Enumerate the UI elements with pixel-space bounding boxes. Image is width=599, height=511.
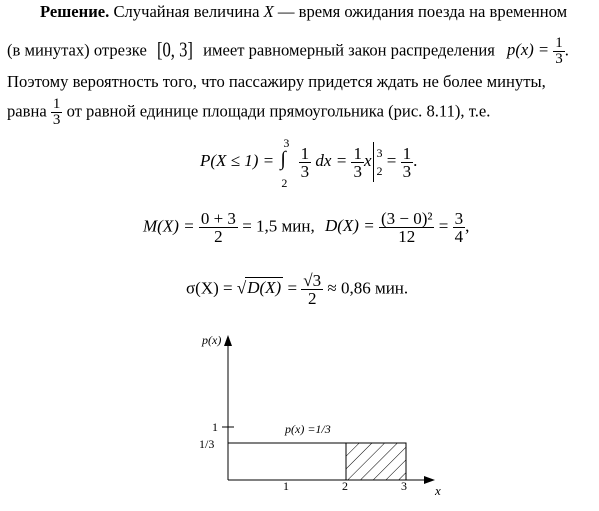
- fraction-numerator: 1: [52, 96, 61, 112]
- tick-label-y-1: 1: [212, 420, 218, 434]
- var-num: (3 − 0)²: [380, 209, 433, 228]
- integrand-den: 3: [300, 161, 310, 181]
- var-res-den: 4: [454, 227, 464, 246]
- var-eq: =: [438, 216, 449, 236]
- var-x: X: [263, 2, 274, 21]
- var-end: ,: [465, 216, 470, 236]
- prob-lhs: P(X ≤ 1) =: [200, 150, 275, 170]
- y-axis-arrow: [224, 335, 232, 346]
- sigma-num: √3: [303, 271, 322, 290]
- mean-lhs: M(X) =: [143, 216, 195, 236]
- line2-end: .: [564, 40, 569, 60]
- var-den: 12: [398, 227, 416, 246]
- line2-a: (в минутах) отрезке: [7, 40, 147, 60]
- int-dx: dx =: [315, 150, 348, 170]
- var-res-num: 3: [454, 209, 464, 228]
- sigma-lhs: σ(X) =: [186, 278, 233, 298]
- eval-eq: =: [386, 150, 397, 170]
- sigma-value: ≈ 0,86 мин.: [327, 278, 409, 298]
- line1-rest: — время ожидания поезда на временном: [277, 2, 568, 21]
- integral-sign: ∫: [280, 148, 286, 170]
- line4-b: от равной единице площади прямоугольника (рис. 8.11), т.е.: [66, 101, 491, 121]
- line2-b: имеет равномерный закон распределения: [203, 40, 495, 60]
- sqrt-sign: √: [236, 278, 247, 298]
- interval: [0, 3]: [156, 37, 193, 62]
- eval-num: 1: [353, 143, 362, 163]
- sigma-eq: =: [287, 278, 298, 298]
- result-end: .: [413, 150, 418, 170]
- sigma-den: 2: [307, 289, 317, 308]
- mean-value: = 1,5 мин,: [242, 216, 315, 236]
- tick-label-x-3: 3: [401, 479, 407, 493]
- integrand-num: 1: [300, 143, 310, 163]
- tick-label-x-1: 1: [283, 479, 289, 493]
- int-lower: 2: [281, 176, 288, 190]
- eval-lower: 2: [376, 164, 383, 178]
- fraction-numerator: 1: [555, 35, 563, 51]
- fraction-denominator: 3: [52, 112, 61, 128]
- var-lhs: D(X) =: [324, 216, 375, 236]
- mean-num: 0 + 3: [200, 209, 236, 228]
- mean-den: 2: [214, 227, 223, 246]
- fraction-denominator: 3: [555, 51, 563, 67]
- sigma-sqrt: D(X): [247, 278, 282, 298]
- x-axis-arrow: [424, 476, 435, 484]
- text-line-3: Поэтому вероятность того, что пассажиру придется ждать не более минуты,: [7, 72, 546, 91]
- eval-x: x: [363, 150, 372, 170]
- result-num: 1: [402, 143, 412, 163]
- tick-label-x-2: 2: [342, 479, 348, 493]
- line4-a: равна: [7, 101, 47, 121]
- int-upper: 3: [283, 136, 290, 150]
- solution-label: Решение.: [40, 2, 110, 21]
- line1-text: Случайная величина: [113, 2, 260, 21]
- result-den: 3: [402, 161, 412, 181]
- hatched-area: [346, 443, 406, 480]
- density-label: p(x) =1/3: [285, 422, 331, 436]
- eval-den: 3: [353, 161, 362, 181]
- y-axis-label: p(x): [202, 333, 222, 347]
- density-px: p(x) =: [507, 40, 550, 60]
- eval-upper: 3: [376, 146, 383, 160]
- x-axis-label: x: [435, 483, 441, 498]
- tick-label-y-13: 1/3: [199, 437, 215, 451]
